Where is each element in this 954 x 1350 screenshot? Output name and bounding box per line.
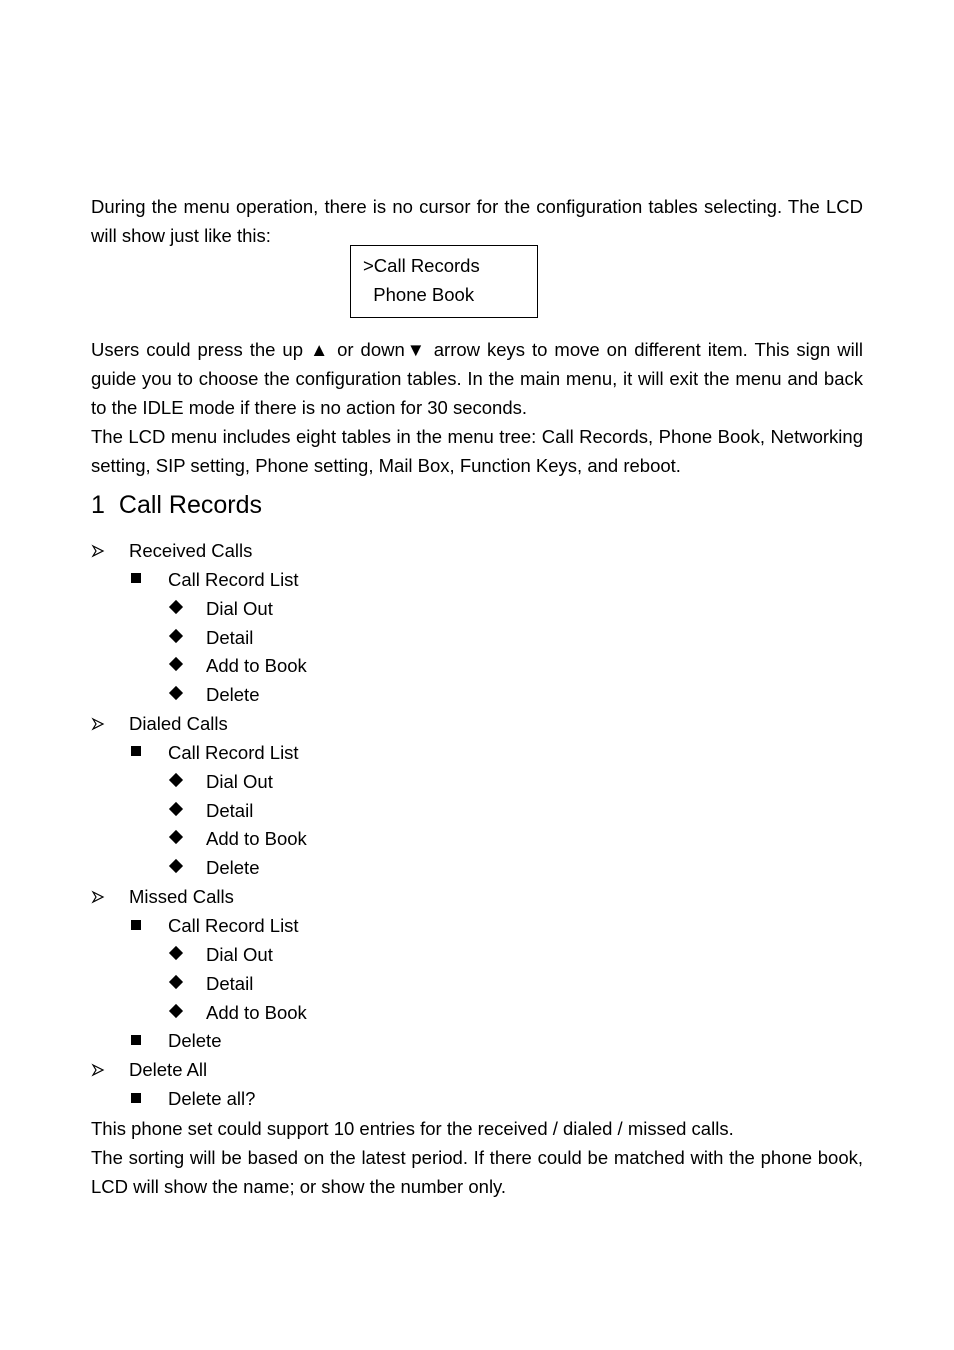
list-item [91,883,863,912]
list-item-label: Dialed Calls [129,713,228,735]
diamond-bullet-icon [169,825,189,854]
list-item [91,1085,863,1114]
list-item [91,595,863,624]
list-item [91,999,863,1028]
square-bullet-icon [131,912,151,941]
menu-tree-list [91,537,863,1114]
sorting-paragraph: The sorting will be based on the latest period. If there could be matched with the phone book, LCD will show the name; or show the number only. [91,1147,863,1197]
intro-block [91,192,863,250]
diamond-bullet-icon [169,595,189,624]
intro-paragraph: During the menu operation, there is no cursor for the configuration tables selecting. The LCD will show just like this: [91,196,863,246]
lcd-display-example [350,245,538,318]
entries-paragraph: This phone set could support 10 entries for the received / dialed / missed calls. [91,1118,734,1139]
square-bullet-icon [131,739,151,768]
arrowhead-bullet-icon [91,883,111,912]
list-item [91,566,863,595]
list-item-label: Call Record List [168,914,299,936]
lcd-line-1: >Call Records [363,255,480,276]
section-title: Call Records [118,491,263,519]
list-item [91,652,863,681]
list-item-label: Delete [206,684,260,706]
lcd-line-2: Phone Book [363,284,475,305]
section-number: 1 [91,491,105,519]
section-heading [91,488,262,522]
list-item-label: Dial Out [206,597,273,619]
list-item [91,941,863,970]
diamond-bullet-icon [169,854,189,883]
diamond-bullet-icon [169,624,189,653]
list-item [91,970,863,999]
square-bullet-icon [131,1085,151,1114]
list-item-label: Detail [206,626,254,648]
diamond-bullet-icon [169,681,189,710]
list-item-label: Detail [206,972,254,994]
list-item [91,624,863,653]
list-item-label: Dial Out [206,770,273,792]
list-item-label: Missed Calls [129,886,234,908]
list-item-label: Dial Out [206,943,273,965]
list-item-label: Delete All [129,1059,208,1081]
list-item-label: Detail [206,799,254,821]
list-item [91,710,863,739]
diamond-bullet-icon [169,941,189,970]
arrowhead-bullet-icon [91,537,111,566]
diamond-bullet-icon [169,652,189,681]
list-item [91,537,863,566]
list-item [91,825,863,854]
list-item-label: Call Record List [168,568,299,590]
list-item [91,739,863,768]
list-item-label: Add to Book [206,828,307,850]
list-item-label: Received Calls [129,540,253,561]
list-item-label: Add to Book [206,1001,307,1023]
arrowhead-bullet-icon [91,710,111,739]
list-item [91,768,863,797]
list-item-label: Call Record List [168,741,299,763]
square-bullet-icon [131,1027,151,1056]
list-item [91,797,863,826]
diamond-bullet-icon [169,768,189,797]
diamond-bullet-icon [169,999,189,1028]
list-item [91,854,863,883]
list-item-label: Delete [168,1030,222,1052]
diamond-bullet-icon [169,970,189,999]
square-bullet-icon [131,566,151,595]
list-item-label: Add to Book [206,655,307,677]
arrowhead-bullet-icon [91,1056,111,1085]
list-item [91,681,863,710]
description-block [91,335,863,480]
list-item [91,1027,863,1056]
list-item [91,912,863,941]
list-item-label: Delete all? [168,1088,256,1110]
list-item [91,1056,863,1085]
menu-tree-paragraph: The LCD menu includes eight tables in the menu tree: Call Records, Phone Book, Networking setting, SIP setting, Phone setting, Mail Box, Function Keys, and reboot. [91,426,863,476]
navigation-paragraph: Users could press the up ▲ or down▼ arrow keys to move on different item. This sign will guide you to choose the configuration tables. In the main menu, it will exit the menu and back to the IDLE mode if there is no action for 30 seconds. [91,339,863,418]
diamond-bullet-icon [169,797,189,826]
footer-block [91,1114,863,1201]
list-item-label: Delete [206,857,260,879]
